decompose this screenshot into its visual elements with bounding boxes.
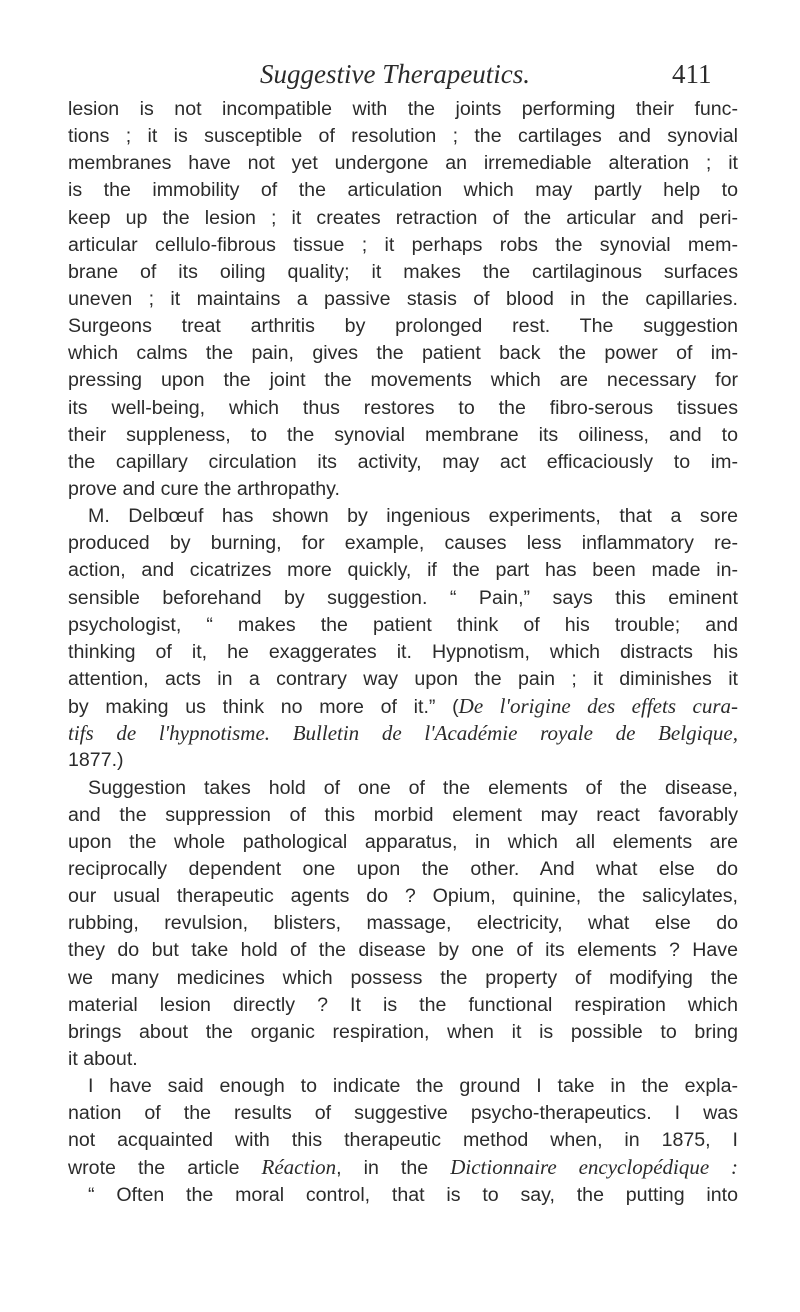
- text-line: [68, 503, 738, 530]
- text-segment: sensible beforehand by suggestion. “ Pain,” says this eminent: [68, 586, 738, 609]
- text-segment: wrote the article: [68, 1157, 262, 1180]
- italic-title: Réaction: [261, 1155, 337, 1180]
- text-line: [68, 1019, 738, 1046]
- text-line: [68, 96, 738, 123]
- text-line: [68, 530, 738, 557]
- text-segment: , in the: [336, 1157, 451, 1180]
- text-line: [68, 449, 738, 476]
- text-segment: and the suppression of this morbid element may react favorably: [68, 803, 738, 826]
- text-line: [68, 150, 738, 177]
- text-segment: “ Often the moral control, that is to say, the putting into: [88, 1183, 738, 1206]
- paragraph: [68, 775, 738, 1074]
- text-line: [68, 910, 738, 937]
- text-segment: I have said enough to indicate the ground I take in the expla-: [88, 1075, 738, 1098]
- italic-citation: De l'origine des effets cura-: [458, 694, 738, 719]
- text-line: [68, 992, 738, 1019]
- text-segment: not acquainted with this therapeutic method when, in 1875, I: [68, 1129, 738, 1152]
- text-segment: prove and cure the arthropathy.: [68, 477, 340, 500]
- text-segment: reciprocally dependent one upon the other. And what else do: [68, 857, 738, 880]
- text-segment: uneven ; it maintains a passive stasis of blood in the capillaries.: [68, 287, 738, 310]
- text-segment: they do but take hold of the disease by one of its elements ? Have: [68, 939, 738, 962]
- text-segment: M. Delbœuf has shown by ingenious experiments, that a sore: [88, 505, 738, 528]
- text-line: [68, 1182, 738, 1209]
- text-segment: lesion is not incompatible with the joints performing their func-: [68, 98, 738, 120]
- text-segment: it about.: [68, 1047, 138, 1070]
- text-line: [68, 1046, 738, 1073]
- text-line: [68, 639, 738, 666]
- text-segment: their suppleness, to the synovial membrane its oiliness, and to: [68, 423, 738, 446]
- text-segment: our usual therapeutic agents do ? Opium, quinine, the salicylates,: [68, 885, 738, 908]
- text-line: [68, 232, 738, 259]
- text-line: [68, 802, 738, 829]
- text-line: [68, 965, 738, 992]
- text-line: [68, 340, 738, 367]
- text-line: [68, 313, 738, 340]
- italic-citation: tifs de l'hypnotisme. Bulletin de l'Académie royale de Belgique,: [68, 721, 738, 746]
- running-title: Suggestive Therapeutics.: [260, 59, 530, 89]
- text-segment: keep up the lesion ; it creates retraction of the articular and peri-: [68, 206, 738, 229]
- text-segment: pressing upon the joint the movements which are necessary for: [68, 369, 738, 392]
- text-line: [68, 856, 738, 883]
- text-line: [68, 747, 738, 774]
- text-segment: material lesion directly ? It is the functional respiration which: [68, 993, 738, 1016]
- text-line: [68, 476, 738, 503]
- text-segment: tions ; it is susceptible of resolution ; the cartilages and synovial: [68, 125, 738, 148]
- text-segment: psychologist, “ makes the patient think of his trouble; and: [68, 613, 738, 636]
- text-line: [68, 259, 738, 286]
- body-text: [68, 96, 738, 1209]
- text-segment: thinking of it, he exaggerates it. Hypnotism, which distracts his: [68, 640, 738, 663]
- paragraph: [68, 1073, 738, 1209]
- text-segment: by making us think no more of it.” (: [68, 696, 459, 719]
- text-line: [68, 775, 738, 802]
- text-line: [68, 693, 738, 720]
- text-segment: upon the whole pathological apparatus, in which all elements are: [68, 830, 738, 853]
- text-line: [68, 585, 738, 612]
- text-line: [68, 123, 738, 150]
- text-segment: 1877.): [68, 749, 124, 772]
- text-segment: produced by burning, for example, causes less inflammatory re-: [68, 532, 738, 555]
- page-header: [0, 58, 800, 90]
- text-line: [68, 1154, 738, 1181]
- text-segment: the capillary circulation its activity, may act efficaciously to im-: [68, 450, 738, 473]
- text-line: [68, 883, 738, 910]
- text-line: [68, 422, 738, 449]
- text-segment: articular cellulo-fibrous tissue ; it perhaps robs the synovial mem-: [68, 233, 738, 256]
- text-segment: Suggestion takes hold of one of the elements of the disease,: [88, 776, 738, 799]
- text-segment: rubbing, revulsion, blisters, massage, electricity, what else do: [68, 912, 738, 935]
- text-segment: brane of its oiling quality; it makes the cartilaginous surfaces: [68, 260, 738, 283]
- text-line: [68, 1127, 738, 1154]
- text-segment: membranes have not yet undergone an irremediable alteration ; it: [68, 152, 738, 175]
- text-segment: Surgeons treat arthritis by prolonged rest. The suggestion: [68, 315, 738, 338]
- text-line: [68, 1073, 738, 1100]
- page-number: 411: [672, 59, 712, 89]
- text-line: [68, 829, 738, 856]
- text-segment: is the immobility of the articulation which may partly help to: [68, 179, 738, 202]
- text-line: [68, 720, 738, 747]
- text-line: [68, 1100, 738, 1127]
- text-segment: its well-being, which thus restores to the fibro-serous tissues: [68, 396, 738, 419]
- text-line: [68, 557, 738, 584]
- text-segment: attention, acts in a contrary way upon the pain ; it diminishes it: [68, 667, 738, 690]
- text-segment: nation of the results of suggestive psycho-therapeutics. I was: [68, 1102, 738, 1125]
- italic-title: Dictionnaire encyclopédique :: [450, 1155, 739, 1180]
- text-segment: which calms the pain, gives the patient back the power of im-: [68, 342, 738, 365]
- text-line: [68, 395, 738, 422]
- text-line: [68, 367, 738, 394]
- paragraph: [68, 96, 738, 503]
- text-line: [68, 612, 738, 639]
- text-segment: we many medicines which possess the property of modifying the: [68, 966, 738, 989]
- text-segment: action, and cicatrizes more quickly, if the part has been made in-: [68, 559, 738, 582]
- text-line: [68, 205, 738, 232]
- text-segment: brings about the organic respiration, when it is possible to bring: [68, 1020, 738, 1043]
- text-line: [68, 286, 738, 313]
- text-line: [68, 937, 738, 964]
- text-line: [68, 666, 738, 693]
- text-line: [68, 177, 738, 204]
- paragraph: [68, 503, 738, 774]
